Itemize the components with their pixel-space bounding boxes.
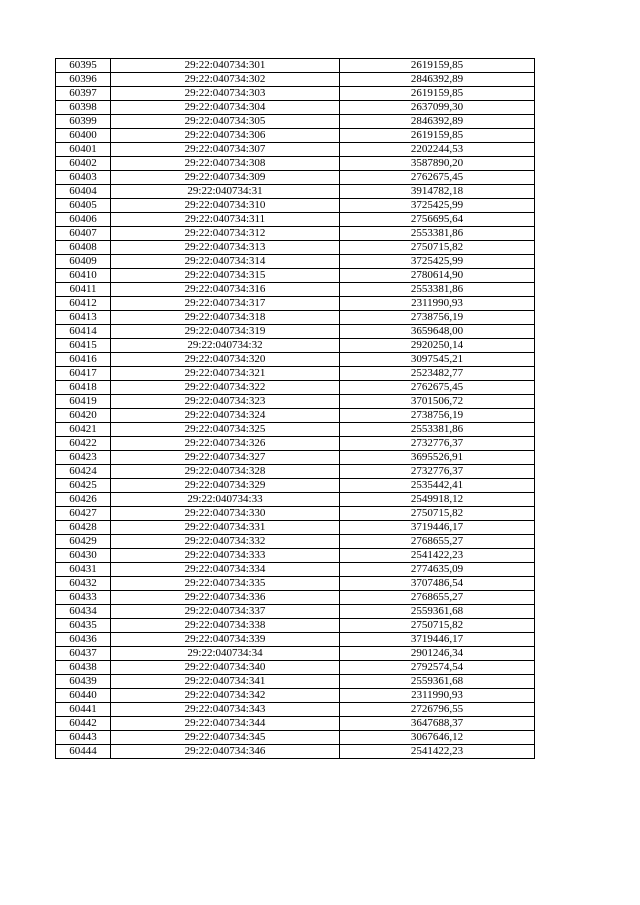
- row-number-cell: 60422: [56, 437, 111, 451]
- table-row: [56, 493, 535, 507]
- value-cell: 2762675,45: [340, 171, 535, 185]
- table-row: [56, 73, 535, 87]
- cadastral-number-cell: 29:22:040734:315: [111, 269, 340, 283]
- cadastral-number-cell: 29:22:040734:342: [111, 689, 340, 703]
- cadastral-number-cell: 29:22:040734:322: [111, 381, 340, 395]
- row-number-cell: 60398: [56, 101, 111, 115]
- value-cell: 3695526,91: [340, 451, 535, 465]
- value-cell: 3067646,12: [340, 731, 535, 745]
- row-number-cell: 60443: [56, 731, 111, 745]
- row-number-cell: 60416: [56, 353, 111, 367]
- row-number-cell: 60436: [56, 633, 111, 647]
- table-row: [56, 661, 535, 675]
- value-cell: 2756695,64: [340, 213, 535, 227]
- cadastral-number-cell: 29:22:040734:325: [111, 423, 340, 437]
- value-cell: 3719446,17: [340, 521, 535, 535]
- row-number-cell: 60423: [56, 451, 111, 465]
- value-cell: 2559361,68: [340, 605, 535, 619]
- table-row: [56, 311, 535, 325]
- table-row: [56, 549, 535, 563]
- table-row: [56, 521, 535, 535]
- value-cell: 2750715,82: [340, 619, 535, 633]
- cadastral-number-cell: 29:22:040734:333: [111, 549, 340, 563]
- table-row: [56, 283, 535, 297]
- table-row: [56, 115, 535, 129]
- value-cell: 3914782,18: [340, 185, 535, 199]
- cadastral-number-cell: 29:22:040734:302: [111, 73, 340, 87]
- cadastral-number-cell: 29:22:040734:309: [111, 171, 340, 185]
- table-row: [56, 241, 535, 255]
- table-row: [56, 675, 535, 689]
- row-number-cell: 60395: [56, 59, 111, 73]
- value-cell: 2619159,85: [340, 129, 535, 143]
- table-row: [56, 227, 535, 241]
- value-cell: 2553381,86: [340, 423, 535, 437]
- row-number-cell: 60428: [56, 521, 111, 535]
- table-row: [56, 143, 535, 157]
- table-row: [56, 101, 535, 115]
- table-row: [56, 605, 535, 619]
- row-number-cell: 60426: [56, 493, 111, 507]
- table-row: [56, 367, 535, 381]
- table-body: [56, 59, 535, 759]
- cadastral-number-cell: 29:22:040734:320: [111, 353, 340, 367]
- row-number-cell: 60437: [56, 647, 111, 661]
- row-number-cell: 60414: [56, 325, 111, 339]
- value-cell: 3587890,20: [340, 157, 535, 171]
- table-row: [56, 87, 535, 101]
- value-cell: 2780614,90: [340, 269, 535, 283]
- cadastral-number-cell: 29:22:040734:304: [111, 101, 340, 115]
- row-number-cell: 60432: [56, 577, 111, 591]
- row-number-cell: 60421: [56, 423, 111, 437]
- cadastral-number-cell: 29:22:040734:330: [111, 507, 340, 521]
- value-cell: 2774635,09: [340, 563, 535, 577]
- table-row: [56, 619, 535, 633]
- cadastral-number-cell: 29:22:040734:331: [111, 521, 340, 535]
- cadastral-number-cell: 29:22:040734:307: [111, 143, 340, 157]
- cadastral-number-cell: 29:22:040734:311: [111, 213, 340, 227]
- cadastral-number-cell: 29:22:040734:340: [111, 661, 340, 675]
- cadastral-number-cell: 29:22:040734:341: [111, 675, 340, 689]
- table-row: [56, 213, 535, 227]
- table-row: [56, 199, 535, 213]
- row-number-cell: 60415: [56, 339, 111, 353]
- table-row: [56, 255, 535, 269]
- value-cell: 2768655,27: [340, 591, 535, 605]
- cadastral-number-cell: 29:22:040734:335: [111, 577, 340, 591]
- row-number-cell: 60404: [56, 185, 111, 199]
- cadastral-number-cell: 29:22:040734:303: [111, 87, 340, 101]
- table-row: [56, 395, 535, 409]
- value-cell: 2846392,89: [340, 115, 535, 129]
- row-number-cell: 60425: [56, 479, 111, 493]
- row-number-cell: 60396: [56, 73, 111, 87]
- value-cell: 2619159,85: [340, 87, 535, 101]
- table-row: [56, 717, 535, 731]
- row-number-cell: 60412: [56, 297, 111, 311]
- row-number-cell: 60408: [56, 241, 111, 255]
- cadastral-number-cell: 29:22:040734:326: [111, 437, 340, 451]
- row-number-cell: 60413: [56, 311, 111, 325]
- cadastral-number-cell: 29:22:040734:324: [111, 409, 340, 423]
- table-row: [56, 325, 535, 339]
- value-cell: 2726796,55: [340, 703, 535, 717]
- cadastral-number-cell: 29:22:040734:323: [111, 395, 340, 409]
- table-row: [56, 563, 535, 577]
- row-number-cell: 60409: [56, 255, 111, 269]
- value-cell: 2738756,19: [340, 311, 535, 325]
- cadastral-number-cell: 29:22:040734:33: [111, 493, 340, 507]
- row-number-cell: 60403: [56, 171, 111, 185]
- row-number-cell: 60424: [56, 465, 111, 479]
- table-row: [56, 633, 535, 647]
- row-number-cell: 60397: [56, 87, 111, 101]
- row-number-cell: 60402: [56, 157, 111, 171]
- row-number-cell: 60430: [56, 549, 111, 563]
- value-cell: 2549918,12: [340, 493, 535, 507]
- table-row: [56, 297, 535, 311]
- table-row: [56, 507, 535, 521]
- row-number-cell: 60410: [56, 269, 111, 283]
- cadastral-number-cell: 29:22:040734:329: [111, 479, 340, 493]
- cadastral-number-cell: 29:22:040734:313: [111, 241, 340, 255]
- cadastral-number-cell: 29:22:040734:31: [111, 185, 340, 199]
- table-row: [56, 157, 535, 171]
- value-cell: 2553381,86: [340, 227, 535, 241]
- row-number-cell: 60401: [56, 143, 111, 157]
- value-cell: 2792574,54: [340, 661, 535, 675]
- value-cell: 2541422,23: [340, 745, 535, 759]
- value-cell: 2523482,77: [340, 367, 535, 381]
- value-cell: 2311990,93: [340, 297, 535, 311]
- value-cell: 3719446,17: [340, 633, 535, 647]
- document-sheet: [55, 58, 535, 759]
- row-number-cell: 60439: [56, 675, 111, 689]
- cadastral-number-cell: 29:22:040734:346: [111, 745, 340, 759]
- value-cell: 2202244,53: [340, 143, 535, 157]
- row-number-cell: 60429: [56, 535, 111, 549]
- table-row: [56, 465, 535, 479]
- cadastral-number-cell: 29:22:040734:314: [111, 255, 340, 269]
- row-number-cell: 60438: [56, 661, 111, 675]
- cadastral-number-cell: 29:22:040734:343: [111, 703, 340, 717]
- table-row: [56, 269, 535, 283]
- table-row: [56, 171, 535, 185]
- table-row: [56, 731, 535, 745]
- row-number-cell: 60431: [56, 563, 111, 577]
- cadastral-number-cell: 29:22:040734:338: [111, 619, 340, 633]
- value-cell: 2619159,85: [340, 59, 535, 73]
- row-number-cell: 60417: [56, 367, 111, 381]
- value-cell: 3725425,99: [340, 255, 535, 269]
- row-number-cell: 60405: [56, 199, 111, 213]
- table-row: [56, 451, 535, 465]
- table-row: [56, 423, 535, 437]
- value-cell: 3659648,00: [340, 325, 535, 339]
- row-number-cell: 60420: [56, 409, 111, 423]
- value-cell: 2846392,89: [340, 73, 535, 87]
- value-cell: 2762675,45: [340, 381, 535, 395]
- table-row: [56, 703, 535, 717]
- table-row: [56, 59, 535, 73]
- row-number-cell: 60433: [56, 591, 111, 605]
- cadastral-number-cell: 29:22:040734:321: [111, 367, 340, 381]
- cadastral-value-table: [55, 58, 535, 759]
- table-row: [56, 353, 535, 367]
- cadastral-number-cell: 29:22:040734:308: [111, 157, 340, 171]
- value-cell: 3701506,72: [340, 395, 535, 409]
- value-cell: 2750715,82: [340, 241, 535, 255]
- cadastral-number-cell: 29:22:040734:306: [111, 129, 340, 143]
- table-row: [56, 185, 535, 199]
- table-row: [56, 745, 535, 759]
- row-number-cell: 60418: [56, 381, 111, 395]
- value-cell: 3647688,37: [340, 717, 535, 731]
- cadastral-number-cell: 29:22:040734:317: [111, 297, 340, 311]
- table-row: [56, 409, 535, 423]
- value-cell: 2553381,86: [340, 283, 535, 297]
- row-number-cell: 60399: [56, 115, 111, 129]
- row-number-cell: 60440: [56, 689, 111, 703]
- value-cell: 2750715,82: [340, 507, 535, 521]
- table-row: [56, 591, 535, 605]
- table-row: [56, 339, 535, 353]
- cadastral-number-cell: 29:22:040734:312: [111, 227, 340, 241]
- table-row: [56, 689, 535, 703]
- value-cell: 3725425,99: [340, 199, 535, 213]
- row-number-cell: 60406: [56, 213, 111, 227]
- table-row: [56, 437, 535, 451]
- value-cell: 2768655,27: [340, 535, 535, 549]
- table-row: [56, 479, 535, 493]
- row-number-cell: 60434: [56, 605, 111, 619]
- cadastral-number-cell: 29:22:040734:316: [111, 283, 340, 297]
- cadastral-number-cell: 29:22:040734:344: [111, 717, 340, 731]
- value-cell: 3097545,21: [340, 353, 535, 367]
- value-cell: 2637099,30: [340, 101, 535, 115]
- value-cell: 3707486,54: [340, 577, 535, 591]
- row-number-cell: 60411: [56, 283, 111, 297]
- row-number-cell: 60441: [56, 703, 111, 717]
- row-number-cell: 60435: [56, 619, 111, 633]
- row-number-cell: 60444: [56, 745, 111, 759]
- value-cell: 2541422,23: [340, 549, 535, 563]
- row-number-cell: 60407: [56, 227, 111, 241]
- cadastral-number-cell: 29:22:040734:319: [111, 325, 340, 339]
- table-row: [56, 647, 535, 661]
- cadastral-number-cell: 29:22:040734:334: [111, 563, 340, 577]
- value-cell: 2311990,93: [340, 689, 535, 703]
- table-row: [56, 381, 535, 395]
- cadastral-number-cell: 29:22:040734:318: [111, 311, 340, 325]
- row-number-cell: 60400: [56, 129, 111, 143]
- cadastral-number-cell: 29:22:040734:332: [111, 535, 340, 549]
- cadastral-number-cell: 29:22:040734:337: [111, 605, 340, 619]
- row-number-cell: 60427: [56, 507, 111, 521]
- table-row: [56, 535, 535, 549]
- cadastral-number-cell: 29:22:040734:345: [111, 731, 340, 745]
- value-cell: 2901246,34: [340, 647, 535, 661]
- cadastral-number-cell: 29:22:040734:339: [111, 633, 340, 647]
- value-cell: 2535442,41: [340, 479, 535, 493]
- table-row: [56, 577, 535, 591]
- row-number-cell: 60419: [56, 395, 111, 409]
- cadastral-number-cell: 29:22:040734:34: [111, 647, 340, 661]
- value-cell: 2738756,19: [340, 409, 535, 423]
- value-cell: 2920250,14: [340, 339, 535, 353]
- table-row: [56, 129, 535, 143]
- value-cell: 2559361,68: [340, 675, 535, 689]
- cadastral-number-cell: 29:22:040734:310: [111, 199, 340, 213]
- value-cell: 2732776,37: [340, 465, 535, 479]
- value-cell: 2732776,37: [340, 437, 535, 451]
- cadastral-number-cell: 29:22:040734:336: [111, 591, 340, 605]
- cadastral-number-cell: 29:22:040734:301: [111, 59, 340, 73]
- cadastral-number-cell: 29:22:040734:328: [111, 465, 340, 479]
- cadastral-number-cell: 29:22:040734:32: [111, 339, 340, 353]
- cadastral-number-cell: 29:22:040734:305: [111, 115, 340, 129]
- cadastral-number-cell: 29:22:040734:327: [111, 451, 340, 465]
- row-number-cell: 60442: [56, 717, 111, 731]
